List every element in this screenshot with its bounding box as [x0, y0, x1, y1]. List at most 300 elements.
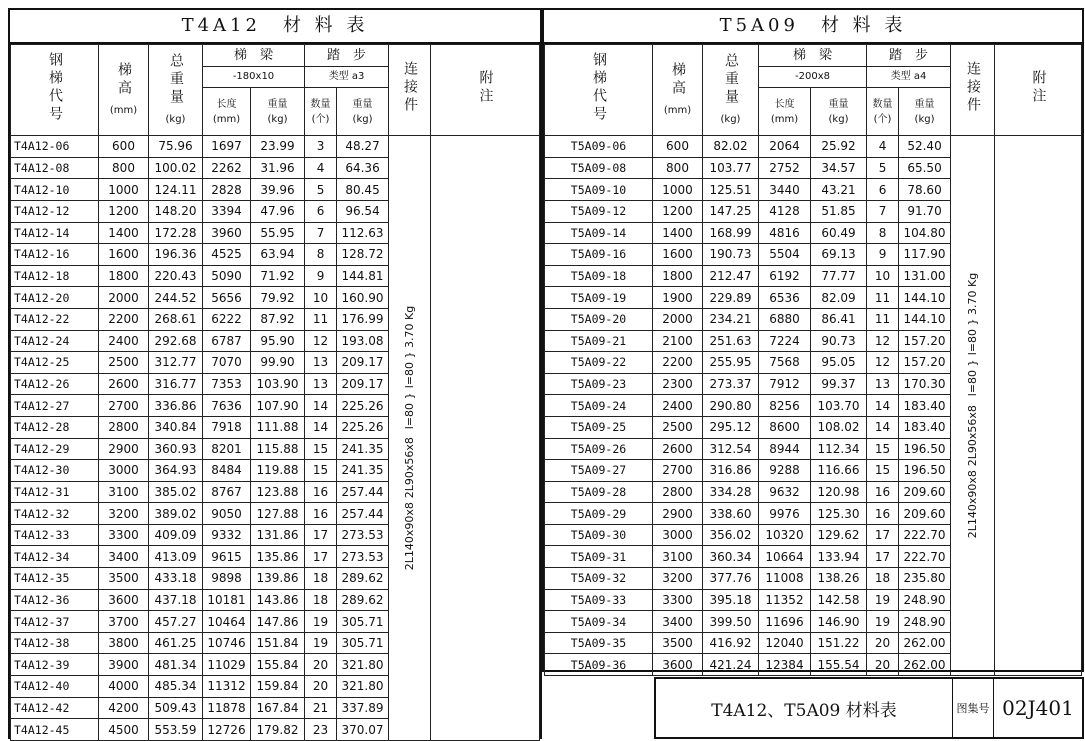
cell-code: T5A09-31 — [545, 546, 653, 568]
cell-code: T5A09-20 — [545, 308, 653, 330]
cell-beam-length: 9632 — [759, 481, 811, 503]
cell-total-weight: 244.52 — [149, 287, 203, 309]
col-connector: 连接件 — [389, 45, 431, 136]
col-total-weight: 总重量 (kg) — [703, 45, 759, 136]
cell-height: 1000 — [99, 179, 149, 201]
step-spec: 类型 a3 — [305, 66, 389, 88]
cell-height: 2600 — [99, 373, 149, 395]
cell-step-count: 12 — [305, 330, 337, 352]
cell-step-count: 15 — [305, 460, 337, 482]
cell-total-weight: 364.93 — [149, 460, 203, 482]
cell-height: 800 — [99, 157, 149, 179]
cell-code: T5A09-10 — [545, 179, 653, 201]
note-cell — [431, 136, 540, 741]
cell-step-count: 21 — [305, 697, 337, 719]
cell-total-weight: 421.24 — [703, 654, 759, 676]
cell-code: T4A12-29 — [11, 438, 99, 460]
cell-beam-weight: 103.90 — [251, 373, 305, 395]
cell-total-weight: 268.61 — [149, 308, 203, 330]
cell-height: 3000 — [99, 460, 149, 482]
cell-step-count: 6 — [867, 179, 899, 201]
cell-height: 1900 — [653, 287, 703, 309]
cell-step-weight: 160.90 — [337, 287, 389, 309]
cell-total-weight: 360.93 — [149, 438, 203, 460]
cell-total-weight: 273.37 — [703, 373, 759, 395]
cell-step-count: 10 — [305, 287, 337, 309]
cell-height: 800 — [653, 157, 703, 179]
cell-total-weight: 168.99 — [703, 222, 759, 244]
cell-height: 1800 — [99, 265, 149, 287]
cell-code: T5A09-32 — [545, 568, 653, 590]
cell-total-weight: 295.12 — [703, 416, 759, 438]
cell-step-weight: 78.60 — [899, 179, 951, 201]
cell-height: 3000 — [653, 524, 703, 546]
col-step-count: 数量 (个) — [305, 88, 337, 136]
cell-total-weight: 385.02 — [149, 481, 203, 503]
cell-step-weight: 209.60 — [899, 481, 951, 503]
col-beam-weight: 重量 (kg) — [251, 88, 305, 136]
cell-code: T4A12-25 — [11, 352, 99, 374]
cell-height: 2600 — [653, 438, 703, 460]
cell-beam-length: 11352 — [759, 589, 811, 611]
cell-height: 600 — [653, 136, 703, 158]
cell-height: 2200 — [653, 352, 703, 374]
cell-code: T5A09-34 — [545, 611, 653, 633]
table-row — [11, 136, 540, 158]
cell-beam-weight: 23.99 — [251, 136, 305, 158]
cell-code: T4A12-40 — [11, 676, 99, 698]
cell-total-weight: 409.09 — [149, 524, 203, 546]
connector-spec-cell — [389, 136, 431, 741]
cell-step-weight: 144.10 — [899, 308, 951, 330]
cell-step-weight: 80.45 — [337, 179, 389, 201]
cell-code: T5A09-23 — [545, 373, 653, 395]
cell-total-weight: 124.11 — [149, 179, 203, 201]
cell-total-weight: 196.36 — [149, 244, 203, 266]
cell-code: T5A09-28 — [545, 481, 653, 503]
cell-total-weight: 190.73 — [703, 244, 759, 266]
cell-beam-length: 11878 — [203, 697, 251, 719]
cell-beam-length: 9332 — [203, 524, 251, 546]
cell-step-weight: 209.17 — [337, 373, 389, 395]
cell-beam-weight: 143.86 — [251, 589, 305, 611]
col-note: 附注 — [431, 45, 540, 136]
cell-step-weight: 289.62 — [337, 568, 389, 590]
cell-code: T5A09-12 — [545, 200, 653, 222]
col-code: 钢梯代号 — [11, 45, 99, 136]
cell-beam-length: 5656 — [203, 287, 251, 309]
cell-beam-length: 9288 — [759, 460, 811, 482]
col-beam-length: 长度 (mm) — [203, 88, 251, 136]
cell-height: 3900 — [99, 654, 149, 676]
col-step-weight: 重量 (kg) — [899, 88, 951, 136]
cell-step-weight: 273.53 — [337, 524, 389, 546]
cell-beam-weight: 69.13 — [811, 244, 867, 266]
cell-step-count: 18 — [305, 589, 337, 611]
cell-beam-weight: 87.92 — [251, 308, 305, 330]
cell-step-count: 20 — [305, 654, 337, 676]
cell-beam-length: 12726 — [203, 719, 251, 741]
cell-beam-weight: 120.98 — [811, 481, 867, 503]
cell-code: T4A12-45 — [11, 719, 99, 741]
cell-beam-length: 6536 — [759, 287, 811, 309]
right-material-table — [544, 44, 1082, 676]
cell-total-weight: 485.34 — [149, 676, 203, 698]
cell-step-count: 4 — [305, 157, 337, 179]
cell-code: T4A12-18 — [11, 265, 99, 287]
connector-text: 2L90x56x8 — [965, 404, 979, 466]
cell-code: T4A12-39 — [11, 654, 99, 676]
cell-step-count: 14 — [305, 395, 337, 417]
col-step: 踏 步 — [305, 45, 389, 67]
cell-height: 1400 — [653, 222, 703, 244]
cell-step-count: 11 — [867, 287, 899, 309]
cell-height: 2400 — [653, 395, 703, 417]
cell-total-weight: 172.28 — [149, 222, 203, 244]
cell-code: T4A12-35 — [11, 568, 99, 590]
cell-total-weight: 433.18 — [149, 568, 203, 590]
cell-height: 3600 — [99, 589, 149, 611]
atlas-number: 02J401 — [1002, 696, 1074, 720]
cell-step-weight: 209.17 — [337, 352, 389, 374]
cell-step-weight: 193.08 — [337, 330, 389, 352]
cell-height: 3600 — [653, 654, 703, 676]
cell-height: 1200 — [653, 200, 703, 222]
connector-upper — [404, 306, 416, 429]
cell-step-weight: 321.80 — [337, 654, 389, 676]
cell-beam-length: 7912 — [759, 373, 811, 395]
cell-total-weight: 290.80 — [703, 395, 759, 417]
cell-total-weight: 125.51 — [703, 179, 759, 201]
cell-beam-weight: 151.84 — [251, 632, 305, 654]
connector-text: 2L90x56x8 — [402, 436, 416, 499]
cell-code: T5A09-27 — [545, 460, 653, 482]
cell-height: 600 — [99, 136, 149, 158]
col-beam: 梯 梁 — [203, 45, 305, 67]
right-table-title: T5A09 材 料 表 — [544, 10, 1082, 44]
cell-beam-length: 8600 — [759, 416, 811, 438]
cell-step-weight: 248.90 — [899, 589, 951, 611]
title-block-caption: T4A12、T5A09 材料表 — [656, 679, 953, 737]
cell-beam-weight: 135.86 — [251, 546, 305, 568]
cell-code: T4A12-42 — [11, 697, 99, 719]
cell-beam-weight: 151.22 — [811, 632, 867, 654]
cell-beam-weight: 25.92 — [811, 136, 867, 158]
cell-step-count: 10 — [867, 265, 899, 287]
left-table-body — [11, 136, 540, 741]
cell-total-weight: 103.77 — [703, 157, 759, 179]
cell-step-count: 9 — [867, 244, 899, 266]
cell-beam-length: 11029 — [203, 654, 251, 676]
cell-step-weight: 117.90 — [899, 244, 951, 266]
cell-beam-weight: 123.88 — [251, 481, 305, 503]
cell-step-count: 13 — [867, 373, 899, 395]
cell-beam-weight: 31.96 — [251, 157, 305, 179]
table-row — [545, 136, 1082, 158]
cell-beam-weight: 138.26 — [811, 568, 867, 590]
cell-step-weight: 176.99 — [337, 308, 389, 330]
cell-height: 1600 — [99, 244, 149, 266]
cell-height: 4200 — [99, 697, 149, 719]
cell-total-weight: 147.25 — [703, 200, 759, 222]
cell-beam-length: 8484 — [203, 460, 251, 482]
cell-beam-weight: 99.37 — [811, 373, 867, 395]
cell-step-weight: 262.00 — [899, 654, 951, 676]
cell-beam-weight: 147.86 — [251, 611, 305, 633]
cell-beam-weight: 155.84 — [251, 654, 305, 676]
cell-code: T4A12-08 — [11, 157, 99, 179]
cell-beam-weight: 77.77 — [811, 265, 867, 287]
cell-beam-weight: 142.58 — [811, 589, 867, 611]
cell-beam-weight: 95.05 — [811, 352, 867, 374]
cell-step-count: 19 — [305, 611, 337, 633]
cell-beam-weight: 103.70 — [811, 395, 867, 417]
cell-code: T4A12-12 — [11, 200, 99, 222]
connector-lower — [967, 405, 979, 538]
cell-beam-weight: 179.82 — [251, 719, 305, 741]
cell-step-count: 20 — [305, 676, 337, 698]
cell-height: 2700 — [653, 460, 703, 482]
cell-step-count: 7 — [305, 222, 337, 244]
cell-beam-weight: 127.88 — [251, 503, 305, 525]
connector-text: l=80 } 3.70 Kg — [402, 305, 416, 389]
cell-step-count: 16 — [867, 503, 899, 525]
cell-beam-weight: 133.94 — [811, 546, 867, 568]
cell-code: T4A12-33 — [11, 524, 99, 546]
cell-total-weight: 75.96 — [149, 136, 203, 158]
cell-total-weight: 251.63 — [703, 330, 759, 352]
cell-step-count: 20 — [867, 632, 899, 654]
cell-beam-weight: 107.90 — [251, 395, 305, 417]
cell-total-weight: 338.60 — [703, 503, 759, 525]
cell-height: 3700 — [99, 611, 149, 633]
cell-step-weight: 48.27 — [337, 136, 389, 158]
col-height: 梯高 (mm) — [99, 45, 149, 136]
cell-step-count: 15 — [867, 460, 899, 482]
cell-total-weight: 457.27 — [149, 611, 203, 633]
cell-code: T4A12-24 — [11, 330, 99, 352]
cell-total-weight: 316.86 — [703, 460, 759, 482]
cell-beam-weight: 51.85 — [811, 200, 867, 222]
cell-total-weight: 255.95 — [703, 352, 759, 374]
cell-total-weight: 509.43 — [149, 697, 203, 719]
left-table-title: T4A12 材 料 表 — [10, 10, 540, 44]
cell-height: 2800 — [653, 481, 703, 503]
cell-step-weight: 241.35 — [337, 460, 389, 482]
cell-beam-weight: 71.92 — [251, 265, 305, 287]
col-beam-length: 长度 (mm) — [759, 88, 811, 136]
cell-beam-length: 2262 — [203, 157, 251, 179]
cell-total-weight: 377.76 — [703, 568, 759, 590]
cell-step-weight: 104.80 — [899, 222, 951, 244]
cell-beam-length: 4525 — [203, 244, 251, 266]
cell-code: T5A09-08 — [545, 157, 653, 179]
cell-beam-weight: 155.54 — [811, 654, 867, 676]
cell-height: 2500 — [99, 352, 149, 374]
note-cell — [995, 136, 1082, 676]
cell-beam-length: 2752 — [759, 157, 811, 179]
cell-height: 4500 — [99, 719, 149, 741]
cell-step-weight: 96.54 — [337, 200, 389, 222]
cell-code: T5A09-25 — [545, 416, 653, 438]
cell-step-count: 17 — [305, 546, 337, 568]
cell-height: 1000 — [653, 179, 703, 201]
cell-beam-length: 8767 — [203, 481, 251, 503]
cell-step-count: 14 — [305, 416, 337, 438]
step-spec: 类型 a4 — [867, 66, 951, 88]
cell-height: 2800 — [99, 416, 149, 438]
cell-height: 4000 — [99, 676, 149, 698]
cell-step-count: 14 — [867, 416, 899, 438]
cell-beam-length: 9976 — [759, 503, 811, 525]
cell-height: 1800 — [653, 265, 703, 287]
connector-text: 2L140x90x8 — [402, 502, 416, 571]
col-beam: 梯 梁 — [759, 45, 867, 67]
cell-step-weight: 262.00 — [899, 632, 951, 654]
cell-beam-weight: 159.84 — [251, 676, 305, 698]
cell-step-weight: 305.71 — [337, 611, 389, 633]
cell-beam-weight: 82.09 — [811, 287, 867, 309]
cell-step-weight: 144.81 — [337, 265, 389, 287]
cell-total-weight: 553.59 — [149, 719, 203, 741]
cell-code: T5A09-33 — [545, 589, 653, 611]
cell-step-count: 16 — [867, 481, 899, 503]
cell-height: 3500 — [99, 568, 149, 590]
cell-beam-length: 11312 — [203, 676, 251, 698]
cell-beam-weight: 63.94 — [251, 244, 305, 266]
cell-beam-length: 6880 — [759, 308, 811, 330]
cell-step-count: 8 — [867, 222, 899, 244]
cell-beam-length: 8256 — [759, 395, 811, 417]
cell-beam-length: 3440 — [759, 179, 811, 201]
cell-step-count: 18 — [305, 568, 337, 590]
cell-step-weight: 257.44 — [337, 481, 389, 503]
cell-step-weight: 337.89 — [337, 697, 389, 719]
cell-height: 3300 — [99, 524, 149, 546]
cell-total-weight: 82.02 — [703, 136, 759, 158]
cell-code: T5A09-19 — [545, 287, 653, 309]
cell-beam-length: 3394 — [203, 200, 251, 222]
cell-beam-weight: 95.90 — [251, 330, 305, 352]
cell-height: 2400 — [99, 330, 149, 352]
beam-spec: -180x10 — [203, 66, 305, 88]
cell-total-weight: 100.02 — [149, 157, 203, 179]
cell-step-weight: 157.20 — [899, 330, 951, 352]
cell-code: T4A12-10 — [11, 179, 99, 201]
cell-step-weight: 52.40 — [899, 136, 951, 158]
cell-height: 1200 — [99, 200, 149, 222]
cell-beam-length: 4128 — [759, 200, 811, 222]
frame-divider — [546, 670, 1080, 671]
cell-code: T5A09-29 — [545, 503, 653, 525]
cell-beam-length: 7070 — [203, 352, 251, 374]
cell-code: T4A12-30 — [11, 460, 99, 482]
col-step-weight: 重量 (kg) — [337, 88, 389, 136]
cell-total-weight: 481.34 — [149, 654, 203, 676]
cell-total-weight: 312.54 — [703, 438, 759, 460]
cell-total-weight: 399.50 — [703, 611, 759, 633]
cell-step-count: 3 — [305, 136, 337, 158]
cell-step-count: 17 — [305, 524, 337, 546]
cell-beam-weight: 47.96 — [251, 200, 305, 222]
cell-beam-length: 2064 — [759, 136, 811, 158]
cell-step-weight: 131.00 — [899, 265, 951, 287]
cell-beam-length: 11696 — [759, 611, 811, 633]
cell-step-weight: 170.30 — [899, 373, 951, 395]
cell-beam-length: 10464 — [203, 611, 251, 633]
cell-step-count: 13 — [305, 352, 337, 374]
cell-step-weight: 273.53 — [337, 546, 389, 568]
cell-step-count: 23 — [305, 719, 337, 741]
cell-beam-weight: 79.92 — [251, 287, 305, 309]
cell-step-count: 5 — [867, 157, 899, 179]
cell-total-weight: 356.02 — [703, 524, 759, 546]
cell-height: 3100 — [653, 546, 703, 568]
cell-code: T4A12-37 — [11, 611, 99, 633]
cell-step-weight: 183.40 — [899, 395, 951, 417]
cell-step-weight: 196.50 — [899, 438, 951, 460]
cell-beam-weight: 119.88 — [251, 460, 305, 482]
connector-upper — [967, 273, 979, 396]
cell-total-weight: 437.18 — [149, 589, 203, 611]
cell-beam-length: 7918 — [203, 416, 251, 438]
cell-height: 1600 — [653, 244, 703, 266]
cell-code: T5A09-26 — [545, 438, 653, 460]
cell-step-weight: 112.63 — [337, 222, 389, 244]
right-table-panel — [542, 8, 1084, 672]
cell-total-weight: 292.68 — [149, 330, 203, 352]
cell-step-weight: 225.26 — [337, 416, 389, 438]
cell-step-weight: 144.10 — [899, 287, 951, 309]
cell-code: T4A12-36 — [11, 589, 99, 611]
cell-code: T5A09-14 — [545, 222, 653, 244]
cell-beam-weight: 167.84 — [251, 697, 305, 719]
connector-text: 2L140x90x8 — [965, 469, 979, 538]
cell-total-weight: 336.86 — [149, 395, 203, 417]
cell-beam-weight: 90.73 — [811, 330, 867, 352]
col-total-weight: 总重量 (kg) — [149, 45, 203, 136]
cell-code: T5A09-18 — [545, 265, 653, 287]
cell-step-weight: 241.35 — [337, 438, 389, 460]
cell-total-weight: 212.47 — [703, 265, 759, 287]
cell-height: 2500 — [653, 416, 703, 438]
cell-code: T5A09-06 — [545, 136, 653, 158]
right-table-body — [545, 136, 1082, 676]
cell-beam-length: 5504 — [759, 244, 811, 266]
cell-step-weight: 248.90 — [899, 611, 951, 633]
cell-beam-length: 2828 — [203, 179, 251, 201]
cell-step-weight: 209.60 — [899, 503, 951, 525]
cell-beam-weight: 34.57 — [811, 157, 867, 179]
beam-spec: -200x8 — [759, 66, 867, 88]
cell-beam-length: 7353 — [203, 373, 251, 395]
cell-height: 2300 — [653, 373, 703, 395]
cell-beam-length: 5090 — [203, 265, 251, 287]
cell-step-count: 7 — [867, 200, 899, 222]
cell-beam-weight: 55.95 — [251, 222, 305, 244]
cell-beam-weight: 116.66 — [811, 460, 867, 482]
cell-step-weight: 235.80 — [899, 568, 951, 590]
cell-beam-length: 1697 — [203, 136, 251, 158]
col-beam-weight: 重量 (kg) — [811, 88, 867, 136]
cell-beam-length: 9050 — [203, 503, 251, 525]
col-height: 梯高 (mm) — [653, 45, 703, 136]
cell-height: 3200 — [653, 568, 703, 590]
cell-beam-length: 6787 — [203, 330, 251, 352]
cell-step-weight: 65.50 — [899, 157, 951, 179]
atlas-number-label: 图集号 — [953, 679, 994, 737]
cell-step-count: 17 — [867, 546, 899, 568]
